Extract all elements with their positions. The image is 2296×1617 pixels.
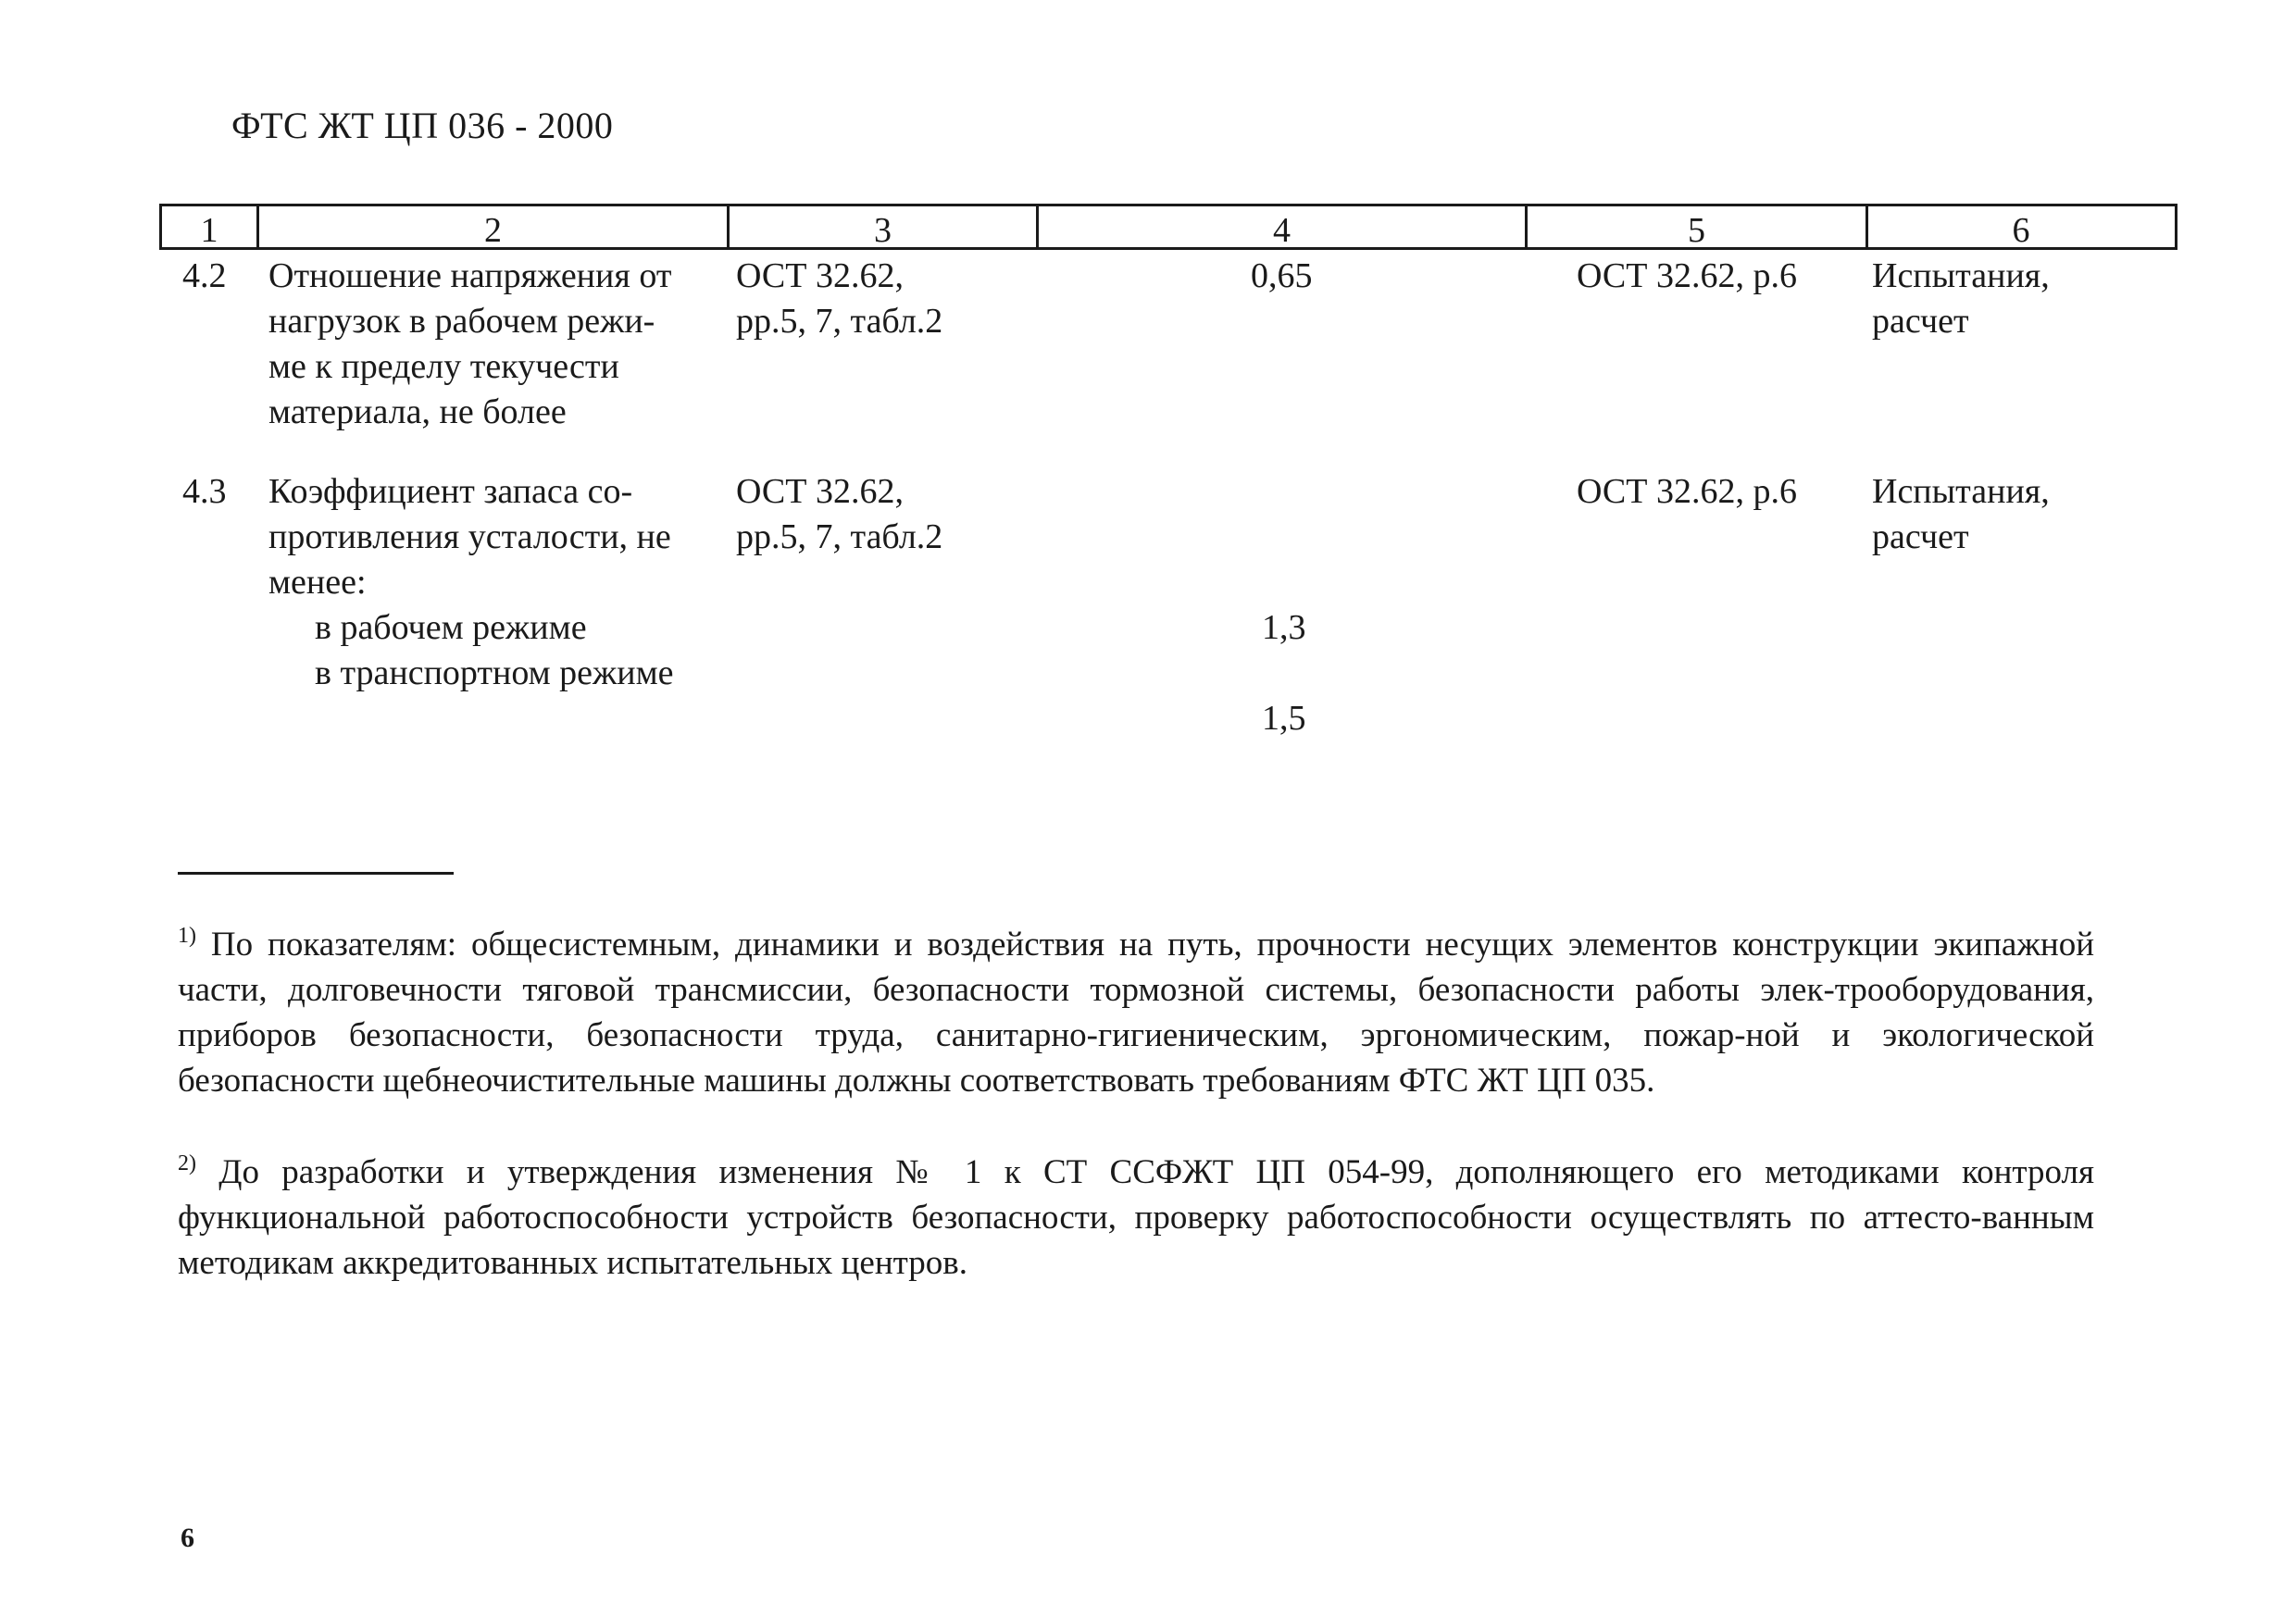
normative-document [736,254,942,344]
sub-item: в транспортном режиме [315,653,674,692]
page-number: 6 [181,1523,194,1553]
method-document: ОСТ 32.62, р.6 [1577,256,1797,295]
requirement-value: 1,3 [1262,608,1306,647]
row-description [268,469,671,605]
description-line: Отношение напряжения от [268,256,672,295]
document-code: ФТС ЖТ ЦП 036 - 2000 [231,105,614,146]
column-number-1: 1 [200,211,218,250]
method-line: расчет [1872,517,1969,556]
sub-item: в рабочем режиме [315,608,587,647]
row-number: 4.2 [182,256,227,295]
footnote-text: По показателям: общесистемным, динамики и воздействия на путь, прочности несущих элементов конструкции экипажной части, долговечности тяговой трансмиссии, безопасности тормозной системы, безопасности работы элек-трооборудования, приборов безопасности, безопасности труда, санитарно-гигиеническим, эргономическим, пожар-ной и экологической безопасности щебнеочистительные машины должны соответствовать требованиям ФТС ЖТ ЦП 035. [178,926,2094,1100]
table-column-header [159,204,2177,250]
footnote-text: До разработки и утверждения изменения № 1 к СТ ССФЖТ ЦП 054-99, дополняющего его методиками контроля функциональной работоспособности устройств безопасности, проверку работоспособности осуществлять по аттесто-ванным методикам аккредитованных испытательных центров. [178,1153,2094,1282]
row-sub-items [315,605,674,696]
footnote-2 [178,1150,2094,1286]
normative-document [736,469,942,560]
requirement-value: 1,5 [1262,699,1306,738]
verification-method [1872,254,2050,344]
method-line: Испытания, [1872,256,2050,295]
row-number: 4.3 [182,472,227,511]
footnote-separator [178,872,454,875]
method-line: Испытания, [1872,472,2050,511]
method-document: ОСТ 32.62, р.6 [1577,472,1797,511]
description-line: Коэффициент запаса со- [268,472,633,511]
description-line: противления усталости, не [268,517,671,556]
footnote-1 [178,922,2094,1103]
description-line: материала, не более [268,392,567,431]
normative-line: рр.5, 7, табл.2 [736,517,943,556]
description-line: менее: [268,563,367,602]
description-line: ме к пределу текучести [268,347,619,386]
footnote-mark: 2) [178,1151,196,1175]
footnote-mark: 1) [178,924,196,948]
row-description [268,254,671,435]
column-number-4: 4 [1273,211,1291,250]
normative-line: ОСТ 32.62, [736,472,904,511]
verification-method [1872,469,2050,560]
method-line: расчет [1872,302,1969,341]
column-number-3: 3 [874,211,892,250]
description-line: нагрузок в рабочем режи- [268,302,655,341]
requirement-value: 0,65 [1251,256,1313,295]
normative-line: рр.5, 7, табл.2 [736,302,943,341]
column-number-6: 6 [2012,211,2030,250]
column-number-2: 2 [484,211,502,250]
column-number-5: 5 [1688,211,1705,250]
normative-line: ОСТ 32.62, [736,256,904,295]
